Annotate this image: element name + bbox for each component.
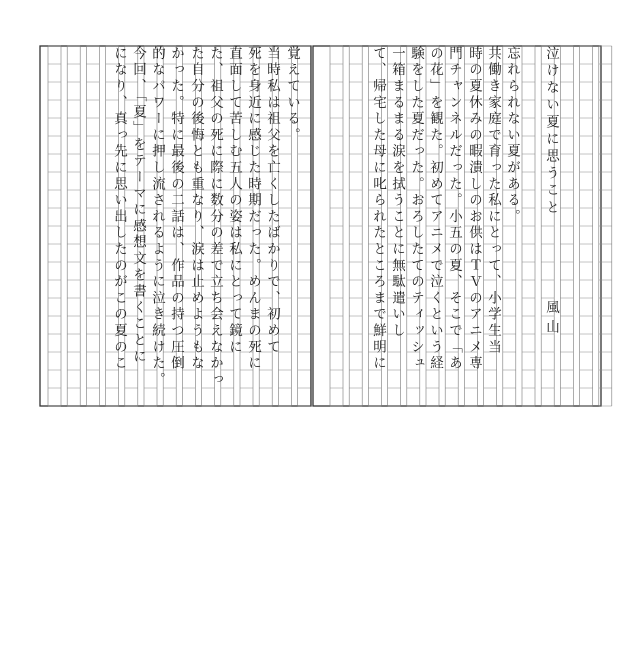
right-line-2: 共働き家庭で育った私にとって、小学生当: [485, 46, 501, 356]
right-line-6: 験をした夏だった。おろしたてのティッシュ: [408, 46, 424, 372]
left-line-2: 当時私は祖父を亡くしたばかりで、初めて: [264, 46, 280, 356]
left-line-1: 覚えている。: [284, 46, 300, 144]
right-line-4: 門チャンネルだった。小五の夏、そこで「あ: [446, 46, 462, 372]
right-line-7: 一箱まるまる涙を拭うことに無駄遣いし: [389, 46, 405, 340]
left-line-10: になり、真っ先に思い出したのがこの夏のこ: [111, 46, 127, 372]
right-line-3: 時の夏休みの暇潰しのお供はＴＶのアニメ専: [466, 46, 482, 372]
left-line-9: 今回、「夏」をテーマに感想文を書くことに: [130, 46, 146, 366]
left-line-6: た自分の後悔とも重なり、涙は止めようもな: [188, 46, 204, 372]
essay-title: 泣けない夏に思うこと: [543, 46, 559, 217]
left-line-4: 直面して苦しむ五人の姿は私にとって鏡に: [226, 46, 242, 356]
right-line-5: の花」を観た。初めてアニメで泣くという経: [427, 46, 443, 372]
author-name: 風山: [543, 300, 559, 339]
left-line-5: た、祖父の死に際に数分の差で立ち会えなかっ: [207, 46, 223, 389]
page-center-divider: [311, 46, 313, 406]
left-line-3: 死を身近に感じた時期だった。めんまの死に: [245, 46, 261, 372]
right-line-1: 忘れられない夏がある。: [504, 46, 520, 226]
left-line-8: 的なパワーに押し流されるように泣き続けた。: [149, 46, 165, 389]
left-line-7: かった。特に最後の二話は、作品の持つ圧倒: [168, 46, 184, 372]
right-line-8: て、帰宅した母に叱られたところまで鮮明に: [370, 46, 386, 372]
